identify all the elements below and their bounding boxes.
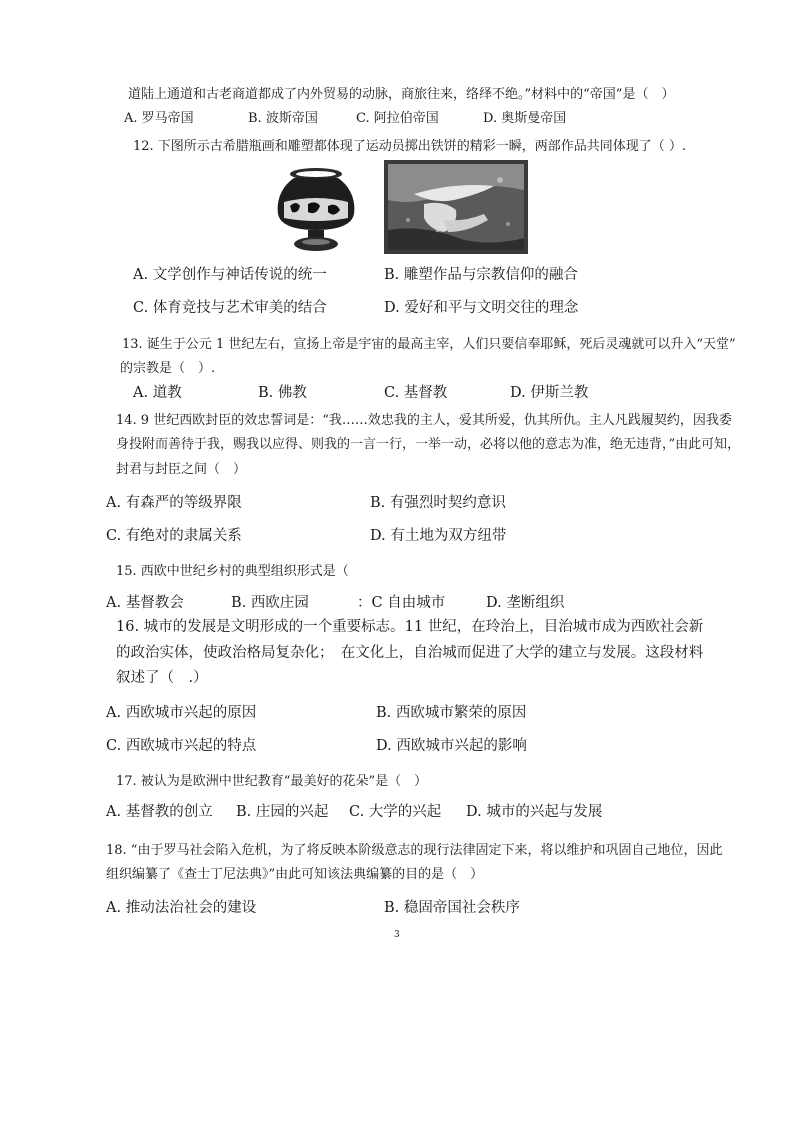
q16-option-a: A. 西欧城市兴起的原因 — [106, 705, 257, 721]
q14-option-d: D. 有土地为双方纽带 — [370, 528, 507, 544]
q14-line-2: 身投附而善待于我，赐我以应得、则我的一言一行，一举一动，必将以他的意志为准，绝无违背，”由此可知， — [116, 437, 741, 452]
q13-line-1: 13. 诞生于公元 1 世纪左右，宣扬上帝是宇宙的最高主宰，人们只要信奉耶稣，死后灵魂就可以升入“天堂” — [122, 337, 736, 352]
q17-option-d: D. 城市的兴起与发展 — [466, 804, 603, 820]
q17-option-a: A. 基督教的创立 — [106, 804, 213, 820]
q13-option-c: C. 基督教 — [384, 385, 448, 401]
q14-line-3: 封君与封臣之间（ ） — [116, 462, 247, 477]
q18-line-2: 组织编纂了《查士丁尼法典》”由此可知该法典编纂的目的是（ ） — [106, 867, 484, 882]
q12-text: 12. 下图所示古希腊瓶画和雕塑都体现了运动员掷出铁饼的精彩一瞬，两部作品共同体现了（ ）. — [133, 139, 687, 154]
q13-option-b: B. 佛教 — [258, 385, 307, 401]
q11-option-b: B. 波斯帝国 — [248, 111, 318, 126]
q14-option-c: C. 有绝对的隶属关系 — [106, 528, 242, 544]
q12-option-a: A. 文学创作与神话传说的统一 — [133, 267, 327, 283]
q16-option-b: B. 西欧城市繁荣的原因 — [376, 705, 527, 721]
q14-line-1: 14. 9 世纪西欧封臣的效忠誓词是：“我……效忠我的主人，爱其所爱，仇其所仇。主人凡践履契约，因我委 — [116, 413, 732, 428]
q13-option-d: D. 伊斯兰教 — [510, 385, 589, 401]
q15-option-b: B. 西欧庄园 — [231, 595, 309, 611]
q18-option-b: B. 稳固帝国社会秩序 — [384, 900, 520, 916]
q14-option-a: A. 有森严的等级界限 — [106, 495, 242, 511]
q16-line-3: 叙述了（ .） — [116, 670, 208, 686]
q18-line-1: 18. “由于罗马社会陷入危机，为了将反映本阶级意志的现行法律固定下来，将以维护和巩固自己地位，因此 — [106, 843, 723, 858]
q15-text: 15. 西欧中世纪乡村的典型组织形式是（ — [116, 564, 349, 579]
q15-option-c: ：C 自由城市 — [357, 595, 446, 611]
q16-line-1: 16. 城市的发展是文明形成的一个重要标志。11 世纪，在玲治上，目治城市成为西欧社会新 — [116, 619, 704, 635]
q11-option-c: C. 阿拉伯帝国 — [356, 111, 439, 126]
q17-text: 17. 被认为是欧洲中世纪教育“最美好的花朵”是（ ） — [116, 774, 428, 789]
q13-option-a: A. 道教 — [133, 385, 182, 401]
q16-line-2: 的政治实体，使政治格局复杂化； 在文化上，自治城而促进了大学的建立与发展。这段材料 — [116, 645, 704, 661]
q11-text: 道陆上通道和古老商道都成了内外贸易的动脉，商旅往来，络绎不绝。”材料中的“帝国”是（ ） — [128, 87, 675, 102]
discus-thrower-sculpture-image — [384, 160, 528, 254]
q16-option-d: D. 西欧城市兴起的影响 — [376, 738, 527, 754]
q15-option-a: A. 基督教会 — [106, 595, 184, 611]
q12-option-b: B. 雕塑作品与宗教信仰的融合 — [384, 267, 578, 283]
q13-line-2: 的宗教是（ ）. — [120, 361, 216, 376]
q17-option-b: B. 庄园的兴起 — [236, 804, 329, 820]
q11-option-a: A. 罗马帝国 — [124, 111, 194, 126]
page-number: 3 — [394, 930, 400, 940]
greek-vase-image — [268, 166, 364, 254]
q15-option-d: D. 垄断组织 — [486, 595, 565, 611]
q14-option-b: B. 有强烈时契约意识 — [370, 495, 506, 511]
q17-option-c: C. 大学的兴起 — [349, 804, 442, 820]
q18-option-a: A. 推动法治社会的建设 — [106, 900, 257, 916]
q11-option-d: D. 奥斯曼帝国 — [483, 111, 567, 126]
q12-option-d: D. 爱好和平与文明交往的理念 — [384, 300, 579, 316]
q16-option-c: C. 西欧城市兴起的特点 — [106, 738, 257, 754]
q12-option-c: C. 体育竞技与艺术审美的结合 — [133, 300, 327, 316]
